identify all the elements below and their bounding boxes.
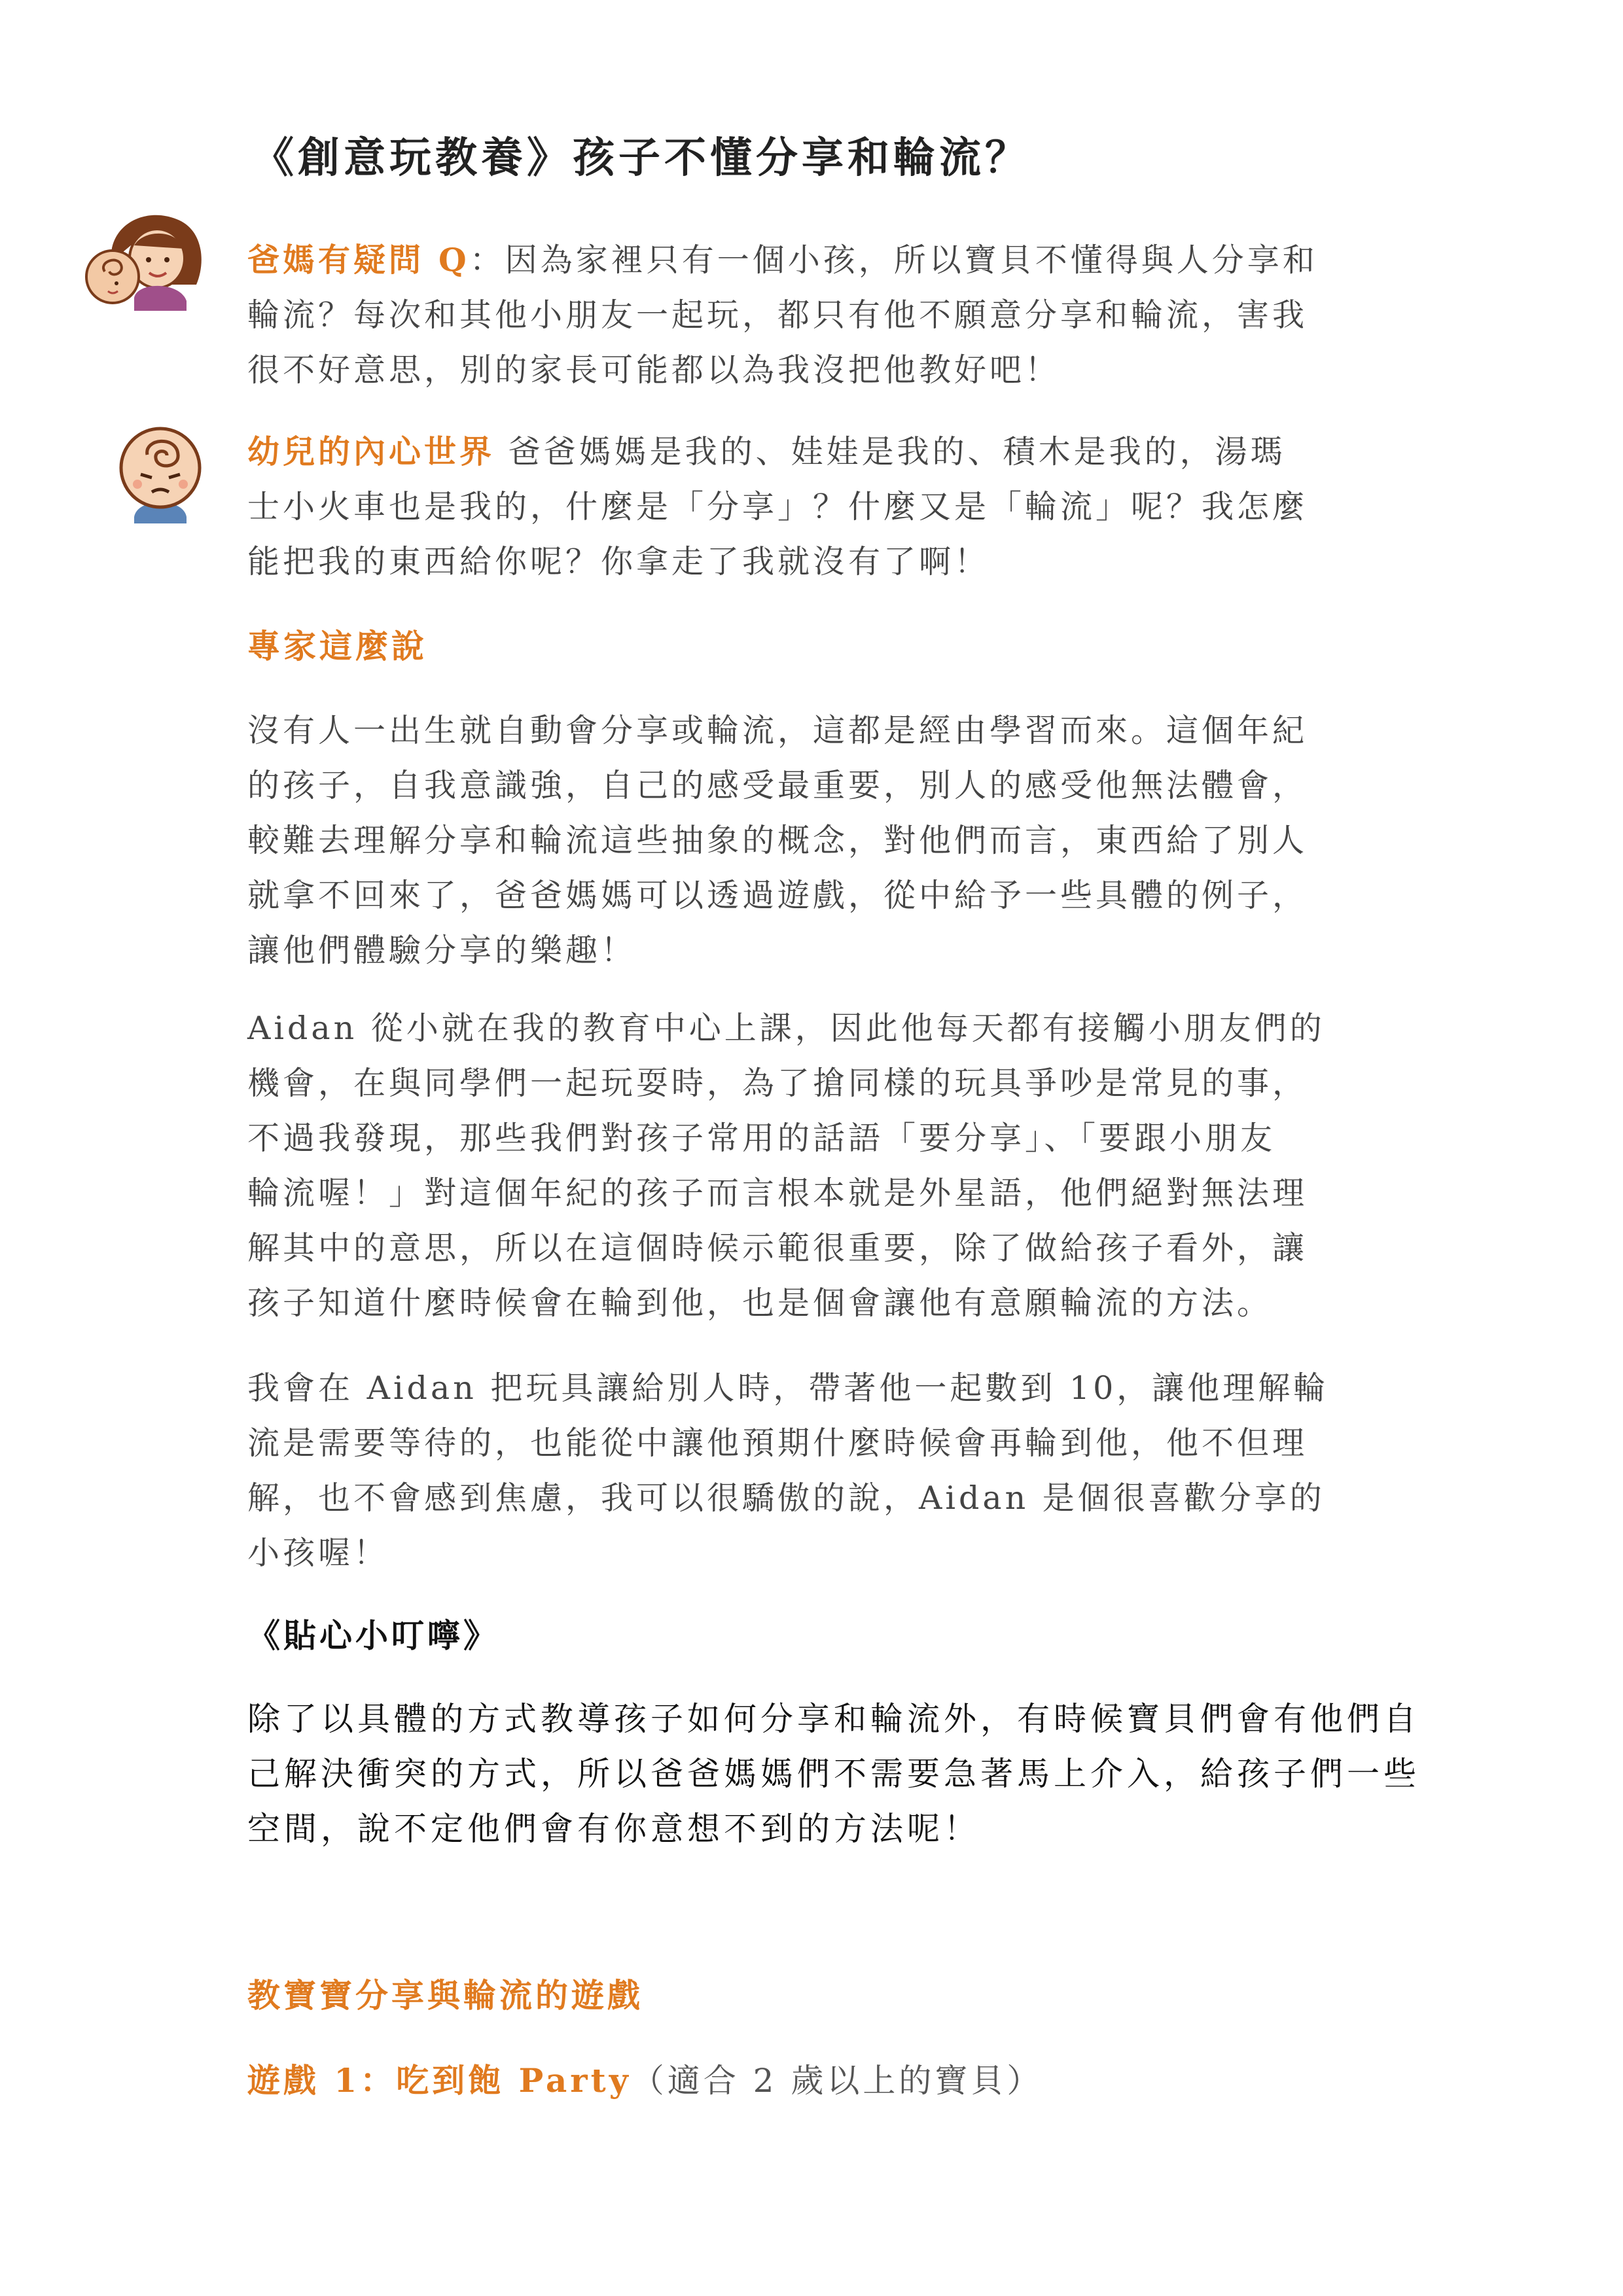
game-1-note: （適合 2 歲以上的寶貝）	[631, 2062, 1043, 2100]
parent-question: 爸媽有疑問 Q：因為家裡只有一個小孩，所以寶貝不懂得與人分享和 輪流？每次和其他小朋友一起玩，都只有他不願意分享和輪流，害我 很不好意思，別的家長可能都以為我沒把他教好吧！	[247, 241, 1318, 389]
game-1	[247, 2055, 1043, 2102]
paragraph-3: 我會在 Aidan 把玩具讓給別人時，帶著他一起數到 10，讓他理解輪 流是需要等待的，也能從中讓他預期什麼時候會再輪到他，他不但理 解，也不會感到焦慮，我可以很驕傲的說，Aidan 是個很喜歡分享的 小孩喔！	[247, 1369, 1329, 1572]
paragraph-2: Aidan 從小就在我的教育中心上課，因此他每天都有接觸小朋友們的 機會，在與同學們一起玩耍時，為了搶同樣的玩具爭吵是常見的事， 不過我發現，那些我們對孩子常用的話語「要分享」、「要跟小朋友 輪流喔！」對這個年紀的孩子而言根本就是外星語，他們絕對無法理 解其中的意思，所以在這個時候示範很重要，除了做給孩子看外，讓 孩子知道什麼時候會在輪到他，也是個會讓他有意願輪流的方法。	[247, 1010, 1325, 1322]
tip-heading: 《貼心小叮嚀》	[247, 1616, 499, 1655]
expert-heading: 專家這麼說	[247, 627, 427, 665]
tip-text: 除了以具體的方式教導孩子如何分享和輪流外，有時候寶貝們會有他們自 己解決衝突的方式，所以爸爸媽媽們不需要急著馬上介入，給孩子們一些 空間，說不定他們會有你意想不到的方法呢！	[247, 1700, 1420, 1848]
mother-child-icon	[72, 200, 216, 311]
page-title: 《創意玩教養》孩子不懂分享和輪流？	[252, 133, 1031, 183]
paragraph-1: 沒有人一出生就自動會分享或輪流，這都是經由學習而來。這個年紀 的孩子，自我意識強，自己的感受最重要，別人的感受他無法體會， 較難去理解分享和輪流這些抽象的概念，對他們而言，東西給了別人 就拿不回來了，爸爸媽媽可以透過遊戲，從中給予一些具體的例子， 讓他們體驗分享的樂趣！	[247, 712, 1308, 969]
frustrated-child-icon	[111, 419, 209, 523]
child-world-label: 幼兒的內心世界	[247, 433, 495, 470]
child-inner-world: 幼兒的內心世界 爸爸媽媽是我的、娃娃是我的、積木是我的，湯瑪 士小火車也是我的，什麼是「分享」？什麼又是「輪流」呢？我怎麼 能把我的東西給你呢？你拿走了我就沒有了啊！	[247, 433, 1308, 580]
game-1-label: 遊戲 1：吃到飽 Party	[247, 2061, 632, 2100]
parent-question-label: 爸媽有疑問 Q	[247, 241, 470, 279]
games-heading: 教寶寶分享與輪流的遊戲	[247, 1976, 643, 2015]
